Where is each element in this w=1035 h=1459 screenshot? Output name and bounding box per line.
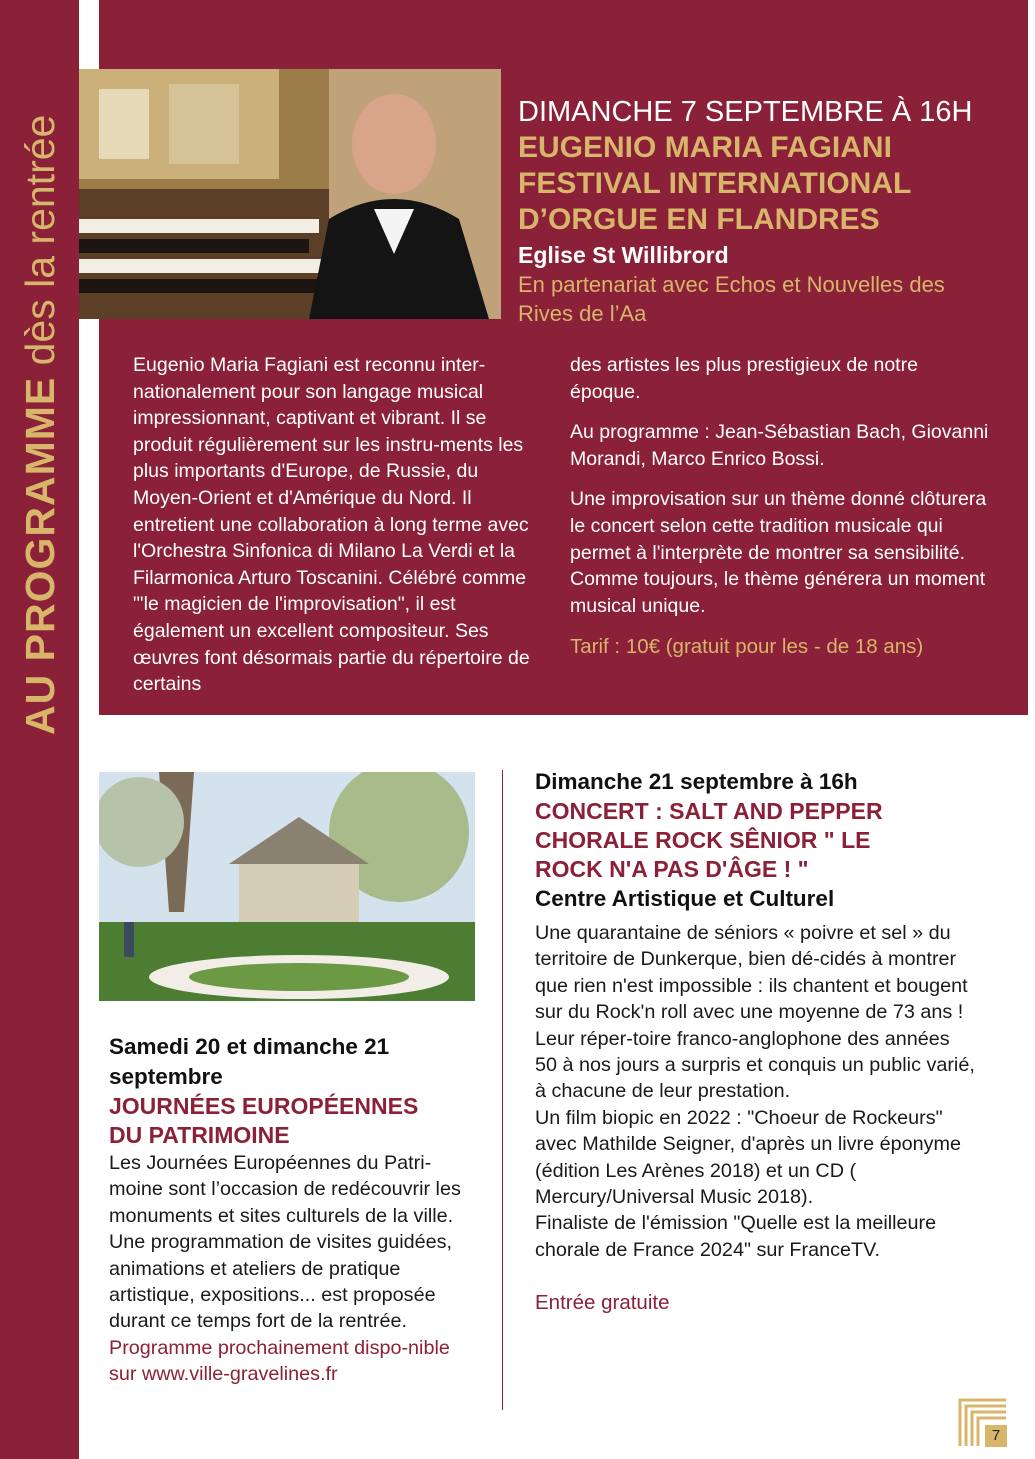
heritage-days-date-2: septembre <box>109 1064 223 1089</box>
featured-event-right-column <box>570 352 990 674</box>
column-divider <box>502 770 503 1410</box>
featured-event-left-column <box>133 352 543 698</box>
rock-concert-entry: Entrée gratuite <box>535 1291 670 1315</box>
rock-concert-venue: Centre Artistique et Culturel <box>535 886 835 911</box>
featured-event-program: Au programme : Jean-Sébastian Bach, Giovanni Morandi, Marco Enrico Bossi. <box>570 421 989 470</box>
heritage-days-description: Les Journées Européennes du Patri-moine sont l’occasion de redécouvrir les monuments et sites culturels de la ville. Une programmation de visites guidées, animations et ateliers de pratique artistique, expositions... est proposée durant ce temps fort de la rentrée. <box>109 1152 461 1333</box>
featured-event-paragraph-3: Une improvisation sur un thème donné clôturera le concert selon cette tradition musicale qui permet à l'interprète de montrer sa sensibilité. Comme toujours, le thème générera un moment musical unique. <box>570 488 987 617</box>
organist-photo <box>79 69 501 319</box>
rock-concert-title-2: CHORALE ROCK SÊNIOR " LE <box>535 827 871 853</box>
rock-concert-title-1: CONCERT : SALT AND PEPPER <box>535 798 883 824</box>
featured-event-title-2: FESTIVAL INTERNATIONAL <box>518 167 912 200</box>
sidebar-heading <box>14 35 66 735</box>
featured-event-title-3: D’ORGUE EN FLANDRES <box>518 203 880 236</box>
featured-event-paragraph-1: des artistes les plus prestigieux de notre époque. <box>570 354 918 403</box>
rock-concert-date: Dimanche 21 septembre à 16h <box>535 769 858 794</box>
rock-concert-title-3: ROCK N'A PAS D'ÂGE ! " <box>535 856 809 882</box>
heritage-days-website-link[interactable]: Programme prochainement dispo-nible sur www.ville-gravelines.fr <box>109 1336 450 1386</box>
rock-concert-paragraph-1: Une quarantaine de séniors « poivre et sel » du territoire de Dunkerque, bien dé-cidés à montrer que rien n'est impossible : ils chantent et bougent sur du Rock'n roll avec une moyenne de 73 ans ! Leur réper-toire franco-anglophone des années 50 à nos jours a surpris et conquis un public varié, à chacune de leur prestation. <box>535 922 975 1103</box>
heritage-days-title-2: DU PATRIMOINE <box>109 1122 290 1148</box>
featured-event-partner: En partenariat avec Echos et Nouvelles des Rives de l’Aa <box>518 272 945 326</box>
featured-event-date: DIMANCHE 7 SEPTEMBRE À 16H <box>518 96 973 128</box>
sidebar-heading-strong: AU PROGRAMME <box>17 376 63 735</box>
sidebar-heading-light: dès la rentrée <box>17 114 63 366</box>
heritage-days-date-1: Samedi 20 et dimanche 21 <box>109 1034 390 1059</box>
featured-event-price: Tarif : 10€ (gratuit pour les - de 18 ans) <box>570 635 924 659</box>
page-number: 7 <box>985 1425 1007 1447</box>
heritage-days-title-1: JOURNÉES EUROPÉENNES <box>109 1093 419 1119</box>
featured-event-bio: Eugenio Maria Fagiani est reconnu inter-nationalement pour son langage musical impressionnant, captivant et vibrant. Il se produit régulièrement sur les instru-ments les plus importants d'Europe, de Russie, du Moyen-Orient et d'Amérique du Nord. Il entretient une collaboration à long terme avec l'Orchestra Sinfonica di Milano La Verdi et la Filarmonica Arturo Toscanini. Célébré comme "'le magicien de l'improvisation", il est également un excellent compositeur. Ses œuvres font désormais partie du répertoire de certains <box>133 354 530 696</box>
featured-event-header <box>518 94 998 328</box>
garden-photo <box>99 772 475 1001</box>
featured-event-venue: Eglise St Willibrord <box>518 242 729 268</box>
featured-event-title-1: EUGENIO MARIA FAGIANI <box>518 131 892 164</box>
rock-concert-paragraph-2: Un film biopic en 2022 : "Choeur de Rockeurs" avec Mathilde Seigner, d'après un livre éponyme (édition Les Arènes 2018) et un CD ( Mercury/Universal Music 2018). <box>535 1106 962 1209</box>
heritage-days-event <box>109 1032 479 1388</box>
rock-concert-paragraph-3: Finaliste de l'émission "Quelle est la meilleure chorale de France 2024" sur FranceTV. <box>535 1212 937 1261</box>
rock-concert-event <box>535 767 975 1337</box>
